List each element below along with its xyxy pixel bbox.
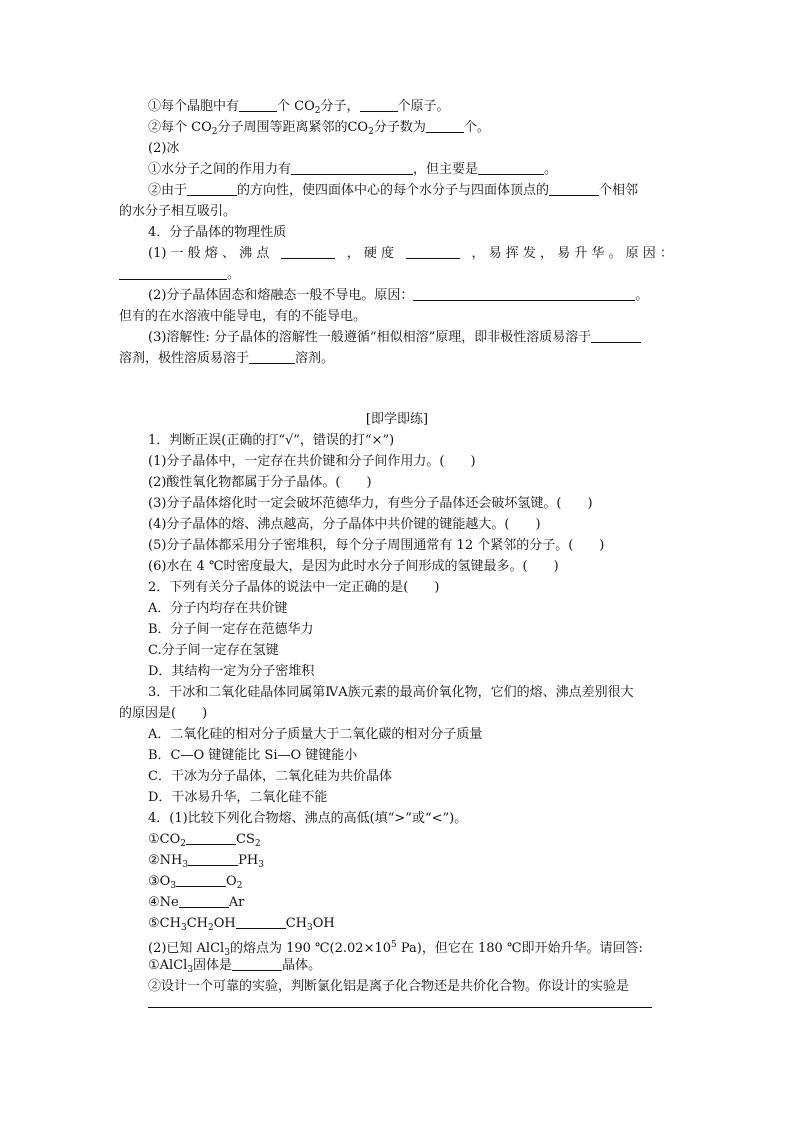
text-line: 溶剂，极性溶质易溶于 溶剂。 <box>119 351 335 366</box>
text-line: (3)溶解性: 分子晶体的溶解性一般遵循“相似相溶”原理，即非极性溶质易溶于 <box>148 328 678 348</box>
answer-blank[interactable] <box>188 851 238 866</box>
question-3-cont: 的原因是( ) <box>119 706 208 721</box>
answer-blank[interactable] <box>281 244 335 259</box>
option-d: D．干冰易升华，二氧化硅不能 <box>148 790 328 805</box>
text-line: (2)冰 <box>148 141 180 156</box>
text-line: 但有的在水溶液中能导电，有的不能导电。 <box>119 309 367 324</box>
question-item: (1)分子晶体中，一定存在共价键和分子间作用力。( ) <box>148 454 476 469</box>
text-line: ②由于 的方向性，使四面体中心的每个水分子与四面体顶点的 个相邻 <box>148 183 639 198</box>
compare-item: ④Ne Ar <box>148 895 245 910</box>
option-a: A．二氧化硅的相对分子质量大于二氧化碳的相对分子质量 <box>148 727 483 742</box>
option-b: B．分子间一定存在范德华力 <box>148 622 314 637</box>
answer-blank[interactable] <box>249 349 295 364</box>
question-item: (2)酸性氧化物都属于分子晶体。( ) <box>148 475 372 490</box>
option-d: D．其结构一定为分子密堆积 <box>148 664 315 679</box>
question-2: 2．下列有关分子晶体的说法中一定正确的是( ) <box>148 580 440 595</box>
section-heading: 4．分子晶体的物理性质 <box>148 225 287 240</box>
answer-blank[interactable] <box>478 160 544 175</box>
answer-blank[interactable] <box>187 181 237 196</box>
text-line: (1) 一 般 熔 、 沸 点 ， 硬 度 ， 易 挥 发 ， 易 升 华 。 原 因 ： <box>148 246 673 261</box>
answer-blank[interactable] <box>426 118 464 133</box>
question-3: 3．干冰和二氧化硅晶体同属第ⅣA族元素的最高价氧化物，它们的熔、沸点差别很大 <box>148 685 634 700</box>
question-item: ②设计一个可靠的实验，判断氯化铝是离子化合物还是共价化合物。你设计的实验是 <box>148 979 630 994</box>
option-b: B．C—O 键键能比 Si—O 键键能小 <box>148 748 358 763</box>
option-c: C．干冰为分子晶体，二氧化硅为共价晶体 <box>148 769 392 784</box>
practice-heading: [即学即练] <box>365 412 429 427</box>
answer-blank[interactable] <box>176 872 226 887</box>
answer-blank[interactable] <box>291 160 413 175</box>
text-line: 。 <box>119 265 649 285</box>
answer-blank[interactable] <box>236 914 286 929</box>
question-4: 4．(1)比较下列化合物熔、沸点的高低(填“>”或“<”)。 <box>148 811 468 826</box>
answer-blank[interactable] <box>549 181 599 196</box>
answer-blank[interactable] <box>186 830 236 845</box>
compare-item: $③O_3$ $O_2$ <box>148 874 243 891</box>
question-1: 1．判断正误(正确的打“√”，错误的打“×”) <box>148 433 395 448</box>
answer-blank[interactable] <box>239 97 277 112</box>
answer-blank[interactable] <box>119 265 227 280</box>
option-c: C.分子间一定存在氢键 <box>148 643 279 658</box>
answer-line[interactable] <box>148 1007 652 1008</box>
compare-item: $⑤CH_3CH_2OH$ $CH_3OH$ <box>148 916 335 933</box>
answer-blank[interactable] <box>179 893 229 908</box>
answer-blank[interactable] <box>591 328 641 343</box>
question-item: ①AlCl$_3$固体是 晶体。 <box>148 958 322 975</box>
answer-blank[interactable] <box>413 286 635 301</box>
text-line: ①每个晶胞中有 个 $CO_2$分子， 个原子。 <box>148 99 450 116</box>
answer-blank[interactable] <box>360 97 398 112</box>
question-item: (3)分子晶体熔化时一定会破坏范德华力，有些分子晶体还会破坏氢键。( ) <box>148 496 593 511</box>
question-item: (5)分子晶体都采用分子密堆积，每个分子周围通常有 12 个紧邻的分子。( ) <box>148 538 605 553</box>
question-4-part2: (2)已知 AlCl$_3$的熔点为 190 $℃(2.02\times 10^5$ Pa)，但它在 180 ℃即开始升华。请回答: <box>148 940 643 958</box>
compare-item: $①CO_2$ $CS_2$ <box>148 832 261 849</box>
question-item: (6)水在 4 ℃时密度最大，是因为此时水分子间形成的氢键最多。( ) <box>148 559 559 574</box>
question-item: (4)分子晶体的熔、沸点越高，分子晶体中共价键的键能越大。( ) <box>148 517 541 532</box>
compare-item: $②NH_3$ $PH_3$ <box>148 853 264 870</box>
option-a: A．分子内均存在共价键 <box>148 601 288 616</box>
answer-blank[interactable] <box>406 244 460 259</box>
text-line: ②每个 $CO_2$分子周围等距离紧邻的$CO_2$分子数为 个。 <box>148 120 490 137</box>
text-line: (2)分子晶体固态和熔融态一般不导电。原因： 。 <box>148 288 649 303</box>
text-line: 的水分子相互吸引。 <box>119 204 237 219</box>
text-line: ①水分子之间的作用力有 ，但主要是 。 <box>148 162 558 177</box>
answer-blank[interactable] <box>232 956 282 971</box>
